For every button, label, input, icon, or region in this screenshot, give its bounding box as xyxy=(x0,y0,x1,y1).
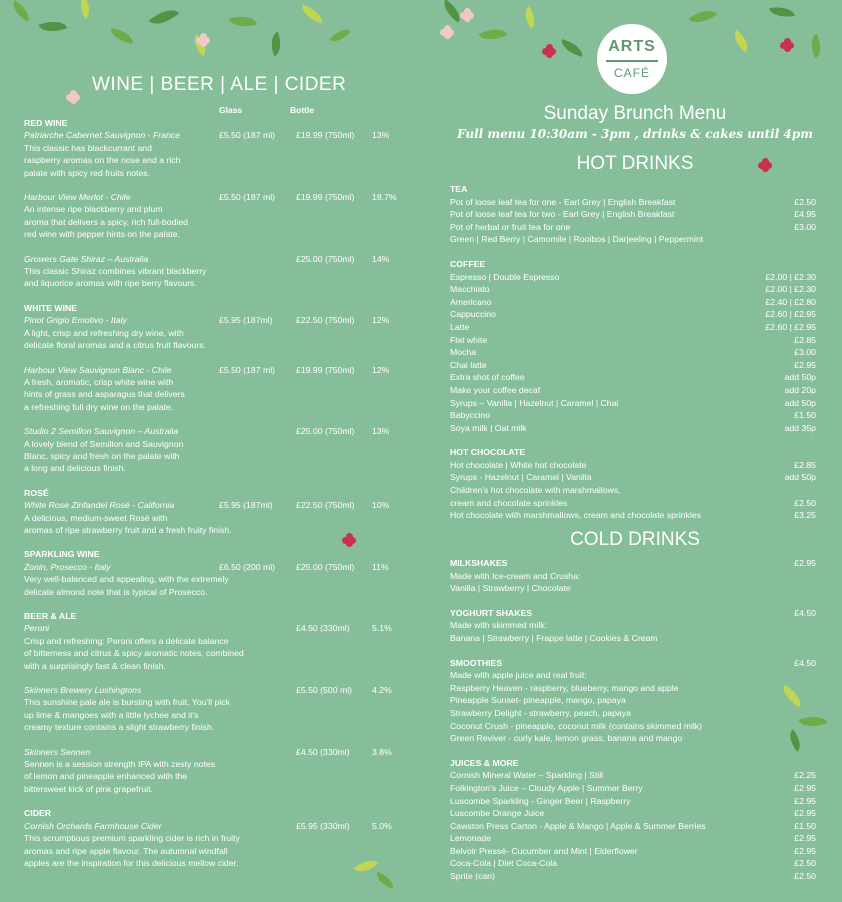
row-label: Chai latte xyxy=(450,359,487,370)
abv: 18.7% xyxy=(372,192,397,203)
wine-title: WINE | BEER | ALE | CIDER xyxy=(92,74,347,95)
row-price: £2.95 xyxy=(794,808,816,819)
brunch-subtitle: Full menu 10:30am - 3pm , drinks & cakes until 4pm xyxy=(457,127,813,141)
menu-row xyxy=(450,619,816,632)
row-price: add 50p xyxy=(784,397,816,408)
desc-line: of lemon and pineapple enhanced with the xyxy=(24,771,188,782)
row-price: £2.95 xyxy=(794,833,816,844)
section-price: £2.95 xyxy=(794,558,816,568)
wine-item xyxy=(24,129,400,179)
menu-row xyxy=(450,570,816,583)
desc-line: aromas of ripe strawberry fruit and a fresh fruity finish. xyxy=(24,524,232,535)
row-price: £2.95 xyxy=(794,845,816,856)
brunch-title: Sunday Brunch Menu xyxy=(543,103,727,124)
row-label: Espresso | Double Espresso xyxy=(450,271,560,282)
row-label: Mocha xyxy=(450,347,477,358)
bottle-price: £5.95 (330ml) xyxy=(296,820,350,831)
row-price: £2.95 xyxy=(794,795,816,806)
menu-row xyxy=(450,509,816,522)
row-price: £2.25 xyxy=(794,770,816,781)
item-name: Cornish Orchards Farmhouse Cider xyxy=(24,820,162,831)
item-description xyxy=(24,327,264,352)
abv: 11% xyxy=(372,561,389,572)
row-price: £2.40 | £2.80 xyxy=(765,296,816,307)
wine-item xyxy=(24,425,400,475)
row-price: £4.95 xyxy=(794,209,816,220)
beer-item xyxy=(24,684,400,734)
desc-line: A light, crisp and refreshing dry wine, with xyxy=(24,327,184,338)
glass-price: £5.50 (187 ml) xyxy=(219,130,276,141)
row-label: Made with Ice-cream and Crusha: xyxy=(450,570,581,581)
desc-line: palate with spicy red fruits notes. xyxy=(24,167,151,178)
bottle-price: £22.50 (750ml) xyxy=(296,500,355,511)
row-label: Made with skimmed milk: xyxy=(450,620,548,631)
desc-line: bittersweet kick of pink grapefruit. xyxy=(24,783,153,794)
abv: 5.0% xyxy=(372,820,392,831)
section-heading: ROSÉ xyxy=(24,487,49,498)
row-label: Pot of loose leaf tea for two - Earl Grey | English Breakfast xyxy=(450,209,675,220)
row-price: £2.85 xyxy=(794,334,816,345)
row-label: Hot chocolate with marshmallows, cream and chocolate sprinkles xyxy=(450,510,702,521)
desc-line: This scrumptious premium sparkling cider is rich in fruity xyxy=(24,833,240,844)
menu-row xyxy=(450,669,816,682)
menu-row xyxy=(450,321,816,334)
row-label: Pot of loose leaf tea for one - Earl Grey | English Breakfast xyxy=(450,196,676,207)
menu-row xyxy=(450,807,816,820)
menu-row xyxy=(450,795,816,808)
menu-row xyxy=(450,409,816,422)
row-price: £2.50 xyxy=(794,497,816,508)
item-description xyxy=(24,142,242,179)
abv: 10% xyxy=(372,500,390,511)
menu-row xyxy=(450,384,816,397)
menu-row xyxy=(450,707,816,720)
row-label: Syrups – Vanilla | Hazelnut | Caramel | Chai xyxy=(450,397,619,408)
item-name: Skinners Sennen xyxy=(24,746,91,757)
wine-item xyxy=(24,314,400,351)
item-description xyxy=(24,376,242,413)
item-name: Harbour View Merlot - Chile xyxy=(24,192,131,203)
bottle-price: £25.00 (750ml) xyxy=(296,561,355,572)
section-heading xyxy=(450,607,816,620)
desc-line: up lime & mangoes with a little lychee and it's xyxy=(24,709,199,720)
item-description xyxy=(24,832,284,869)
row-price: £1.50 xyxy=(794,820,816,831)
section-label: YOGHURT SHAKES xyxy=(450,607,533,618)
row-label: Pineapple Sunset- pineapple, mango, papaya xyxy=(450,695,626,706)
item-description xyxy=(24,573,284,598)
abv: 4.2% xyxy=(372,685,392,696)
menu-row xyxy=(450,271,816,284)
row-label: Babyccino xyxy=(450,410,491,421)
desc-line: delicate almond note that is typical of Prosecco. xyxy=(24,586,208,597)
desc-line: Very well-balanced and appealing, with the extremely xyxy=(24,574,229,585)
logo-line2: CAFÉ xyxy=(613,66,650,80)
row-label: Cornish Mineral Water – Sparkling | Still xyxy=(450,770,604,781)
item-description xyxy=(24,265,264,290)
wine-item xyxy=(24,364,400,414)
row-price: £3.00 xyxy=(794,221,816,232)
menu-row xyxy=(450,371,816,384)
row-price: £2.50 xyxy=(794,871,816,882)
bottle-price: £22.50 (750ml) xyxy=(296,315,355,326)
desc-line: aroma that delivers a spicy, rich full-bodied xyxy=(24,216,189,227)
beer-item xyxy=(24,622,400,672)
item-description xyxy=(24,635,284,672)
bottle-price: £19.99 (750ml) xyxy=(296,364,355,375)
section-heading: CIDER xyxy=(24,808,52,819)
abv: 12% xyxy=(372,315,390,326)
row-label: Macchiato xyxy=(450,284,490,295)
row-label: Made with apple juice and real fruit: xyxy=(450,670,587,681)
hot-drinks-title: HOT DRINKS xyxy=(576,153,694,174)
item-name: White Rose Zinfandel Rosé - California xyxy=(24,500,175,511)
row-label: Raspberry Heaven - raspberry, blueberry, mango and apple xyxy=(450,682,679,693)
row-price: £2.60 | £2.95 xyxy=(765,309,816,320)
row-label: Green | Red Berry | Camomile | Rooibos | Darjeeling | Peppermint xyxy=(450,234,704,245)
row-label: Banana | Strawberry | Frappe latte | Cookies & Cream xyxy=(450,632,658,643)
desc-line: a refreshing full dry wine on the palate. xyxy=(24,401,174,412)
bottle-price: £25.00 (750ml) xyxy=(296,426,355,437)
menu-row xyxy=(450,720,816,733)
row-label: Vanilla | Strawberry | Chocolate xyxy=(450,583,571,594)
cider-item xyxy=(24,820,400,870)
bottle-price: £5.50 (500 ml) xyxy=(296,685,353,696)
menu-row xyxy=(450,359,816,372)
desc-line: A delicious, medium-sweet Rosé with xyxy=(24,512,168,523)
menu-row xyxy=(450,682,816,695)
wine-item xyxy=(24,561,400,598)
desc-line: This sunshine pale ale is bursting with fruit. You'll pick xyxy=(24,697,230,708)
menu-row xyxy=(450,694,816,707)
section-heading: COFFEE xyxy=(450,258,486,269)
menu-row xyxy=(450,497,816,510)
item-name: Skinners Brewery Lushingtons xyxy=(24,685,142,696)
section-heading xyxy=(450,657,816,670)
menu-row xyxy=(450,782,816,795)
row-price: £2.60 | £2.95 xyxy=(765,321,816,332)
desc-line: This classic has blackcurrant and xyxy=(24,142,152,153)
row-label: cream and chocolate sprinkles xyxy=(450,497,568,508)
row-price: £2.00 | £2.30 xyxy=(765,271,816,282)
section-heading: BEER & ALE xyxy=(24,611,77,621)
cold-drinks-title: COLD DRINKS xyxy=(570,529,700,550)
item-description xyxy=(24,438,242,475)
item-description xyxy=(24,203,242,240)
menu-row xyxy=(450,484,816,497)
beer-item xyxy=(24,746,400,796)
abv: 13% xyxy=(372,130,390,141)
row-price: £1.50 xyxy=(794,410,816,421)
menu-row xyxy=(450,870,816,883)
desc-line: red wine with pepper hints on the palate. xyxy=(24,229,180,240)
desc-line: Blanc, spicy and fresh on the palate with xyxy=(24,450,180,461)
hot-drinks-menu xyxy=(450,183,816,522)
glass-price: £5.50 (187 ml) xyxy=(219,364,276,375)
desc-line: and liquorice aromas with ripe berry flavours. xyxy=(24,278,197,289)
desc-line: raspberry aromas on the nose and a rich xyxy=(24,155,181,166)
menu-row xyxy=(450,334,816,347)
menu-row xyxy=(450,221,816,234)
menu-row xyxy=(450,471,816,484)
desc-line: delicate floral aromas and a citrus fruit flavours. xyxy=(24,340,207,351)
menu-row xyxy=(450,346,816,359)
item-name: Harbour View Sauvignon Blanc - Chile xyxy=(24,364,172,375)
item-name: Peroni xyxy=(24,623,50,634)
row-label: Syrups - Hazelnut | Caramel | Vanilla xyxy=(450,472,592,483)
row-label: Soya milk | Oat milk xyxy=(450,422,527,433)
row-label: Lemonade xyxy=(450,833,492,844)
row-label: Cawston Press Carton - Apple & Mango | Apple & Summer Berries xyxy=(450,820,706,831)
desc-line: of bitterness and citrus & spicy aromatic notes, combined xyxy=(24,648,244,659)
row-label: Luscombe Sparkling - Ginger Beer | Raspberry xyxy=(450,795,631,806)
bottle-price: £19.99 (750ml) xyxy=(296,130,355,141)
section-heading: TEA xyxy=(450,184,468,194)
wine-item xyxy=(24,499,400,536)
desc-line: A lovely blend of Semillon and Sauvignon xyxy=(24,438,184,449)
desc-line: hints of grass and asparagus that delivers xyxy=(24,389,185,400)
row-price: £2.95 xyxy=(794,359,816,370)
desc-line: a long and delicious finish. xyxy=(24,463,126,474)
desc-line: This classic Shiraz combines vibrant blackberry xyxy=(24,266,207,277)
wine-item xyxy=(24,191,400,241)
menu-row xyxy=(450,769,816,782)
row-price: £3.00 xyxy=(794,347,816,358)
abv: 14% xyxy=(372,253,390,264)
section-heading: JUICES & MORE xyxy=(450,757,519,768)
abv: 3.8% xyxy=(372,746,392,757)
row-label: Luscombe Orange Juice xyxy=(450,808,545,819)
item-name: Patriarche Cabernet Sauvignon - France xyxy=(24,130,180,141)
row-label: Pot of herbal or fruit tea for one xyxy=(450,221,571,232)
menu-row xyxy=(450,283,816,296)
arts-cafe-logo xyxy=(597,24,667,94)
row-label: Green Reviver - curly kale, lemon grass, banana and mango xyxy=(450,733,683,744)
menu-row xyxy=(450,857,816,870)
section-heading xyxy=(450,557,816,570)
glass-price: £5.95 (187ml) xyxy=(219,500,273,511)
section-label: MILKSHAKES xyxy=(450,558,508,568)
menu-row xyxy=(450,208,816,221)
bottle-price: £4.50 (330ml) xyxy=(296,746,350,757)
menu-row xyxy=(450,296,816,309)
row-price: £2.50 xyxy=(794,196,816,207)
row-price: add 35p xyxy=(784,422,816,433)
section-heading: SPARKLING WINE xyxy=(24,549,100,560)
abv: 5.1% xyxy=(372,623,392,634)
menu-row xyxy=(450,845,816,858)
desc-line: Crisp and refreshing: Peroni offers a delicate balance xyxy=(24,635,229,646)
bottle-header: Bottle xyxy=(290,105,315,115)
row-price: add 50p xyxy=(784,372,816,383)
menu-row xyxy=(450,732,816,745)
row-price: £2.85 xyxy=(794,459,816,470)
menu-row xyxy=(450,459,816,472)
menu-row xyxy=(450,632,816,645)
row-label: Coconut Crush - pineapple, coconut milk (contains skimmed milk) xyxy=(450,720,703,731)
section-heading: HOT CHOCOLATE xyxy=(450,447,526,458)
row-label: Americano xyxy=(450,296,492,307)
abv: 12% xyxy=(372,364,390,375)
row-label: Folkington's Juice – Cloudy Apple | Summer Berry xyxy=(450,782,643,793)
item-description xyxy=(24,758,284,795)
menu-row xyxy=(450,832,816,845)
section-price: £4.50 xyxy=(794,657,816,668)
item-name: Zonin, Prosecco - Italy xyxy=(24,561,111,572)
desc-line: aromas and ripe apple flavour. The autumnal windfall xyxy=(24,845,228,856)
row-label: Hot chocolate | White hot chocolate xyxy=(450,459,587,470)
row-label: Make your coffee decaf xyxy=(450,384,541,395)
menu-row xyxy=(450,233,816,246)
desc-line: An intense ripe blackberry and plum xyxy=(24,204,163,215)
desc-line: Sennen is a session strength IPA with zesty notes xyxy=(24,759,216,770)
bottle-price: £4.50 (330ml) xyxy=(296,623,350,634)
bottle-price: £19.99 (750ml) xyxy=(296,192,355,203)
row-label: Coca-Cola | Diet Coca-Cola xyxy=(450,858,558,869)
desc-line: with a surprisingly fast & clean finish. xyxy=(24,660,166,671)
row-price: add 50p xyxy=(784,472,816,483)
desc-line: A fresh, aromatic, crisp white wine with xyxy=(24,376,174,387)
desc-line: apples are the inspiration for this delicious mellow cider. xyxy=(24,857,239,868)
menu-row xyxy=(450,308,816,321)
menu-row xyxy=(450,582,816,595)
wine-item xyxy=(24,253,400,290)
item-name: Pinot Grigio Emotivo - Italy xyxy=(24,315,127,326)
row-label: Belvoir Pressé- Cucumber and Mint | Elderflower xyxy=(450,845,638,856)
wine-list xyxy=(24,117,400,869)
row-price: £3.25 xyxy=(794,510,816,521)
item-description xyxy=(24,512,284,537)
glass-price: £5.50 (187 ml) xyxy=(219,192,276,203)
section-label: SMOOTHIES xyxy=(450,657,503,668)
row-label: Flat white xyxy=(450,334,488,345)
row-price: £2.95 xyxy=(794,782,816,793)
item-name: Studio 2 Semillon Sauvignon – Australia xyxy=(24,426,179,437)
row-price: add 20p xyxy=(784,384,816,395)
row-label: Sprite (can) xyxy=(450,871,495,882)
cold-drinks-menu xyxy=(450,557,816,883)
row-price: £2.50 xyxy=(794,858,816,869)
row-label: Strawberry Delight - strawberry, peach, papaya xyxy=(450,707,631,718)
glass-price: £5.95 (187ml) xyxy=(219,315,273,326)
item-name: Growers Gate Shiraz – Australia xyxy=(24,253,149,264)
menu-row xyxy=(450,422,816,435)
glass-header: Glass xyxy=(219,105,243,115)
desc-line: creamy texture contains a slight strawberry finish. xyxy=(24,722,215,733)
menu-row xyxy=(450,820,816,833)
section-heading: RED WINE xyxy=(24,118,68,128)
row-label: Children's hot chocolate with marshmallows, xyxy=(450,485,621,496)
menu-row xyxy=(450,196,816,209)
bottle-price: £25.00 (750ml) xyxy=(296,253,355,264)
logo-line1: ARTS xyxy=(608,38,656,55)
row-label: Latte xyxy=(450,321,470,332)
item-description xyxy=(24,696,284,733)
menu-row xyxy=(450,397,816,410)
row-label: Cappuccino xyxy=(450,309,496,320)
row-price: £2.00 | £2.30 xyxy=(765,284,816,295)
abv: 13% xyxy=(372,426,390,437)
glass-price: £6.50 (200 ml) xyxy=(219,561,276,572)
row-label: Extra shot of coffee xyxy=(450,372,525,383)
section-price: £4.50 xyxy=(794,607,816,618)
section-heading: WHITE WINE xyxy=(24,302,78,313)
